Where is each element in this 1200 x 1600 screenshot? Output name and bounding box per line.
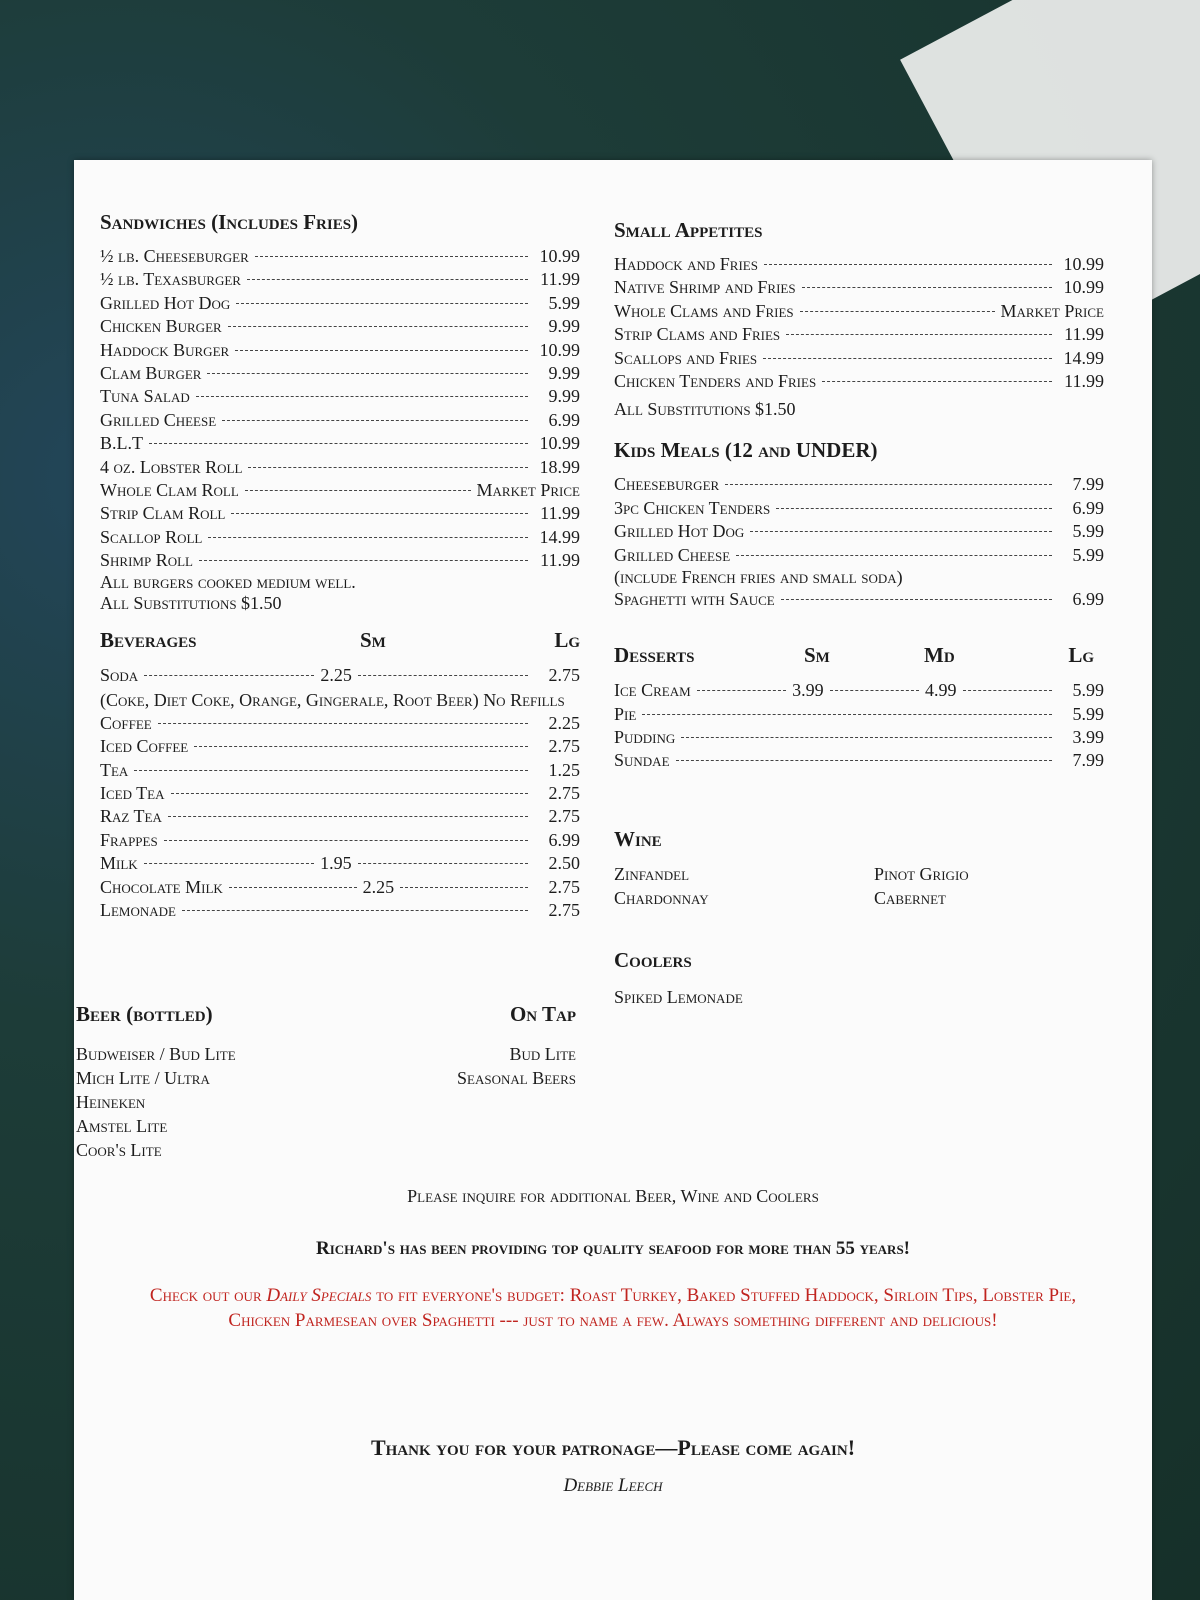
item-price: 5.99 xyxy=(1072,544,1104,565)
item-price-lg: 2.50 xyxy=(548,853,581,874)
beer-header xyxy=(76,1002,576,1032)
dotted-leader xyxy=(681,737,1052,738)
item-price: Market Price xyxy=(1000,300,1104,321)
item-name: Iced Tea xyxy=(100,783,165,804)
sandwich-row xyxy=(100,409,580,432)
item-price: 10.99 xyxy=(1063,277,1104,298)
beverage-rows xyxy=(100,712,580,852)
dotted-leader xyxy=(231,513,528,514)
dotted-leader xyxy=(134,770,528,771)
appetite-row xyxy=(614,253,1104,276)
beer-bottled-title: Beer (bottled) xyxy=(76,1002,213,1026)
appetites-substitution-note: All Substitutions $1.50 xyxy=(614,399,796,420)
item-price: 5.99 xyxy=(1072,521,1104,542)
item-price-lg: 2.75 xyxy=(548,876,580,897)
beverage-row xyxy=(100,712,580,735)
item-name: Spaghetti with Sauce xyxy=(614,588,775,609)
sandwich-row xyxy=(100,502,580,525)
item-name: Iced Coffee xyxy=(100,736,189,757)
item-name: B.L.T xyxy=(100,433,143,454)
left-column xyxy=(100,210,580,922)
item-name: Raz Tea xyxy=(100,806,162,827)
item-price: 5.99 xyxy=(548,292,580,313)
item-name: Haddock and Fries xyxy=(614,254,758,274)
dessert-rows xyxy=(614,703,1104,773)
kids-note: (include French fries and small soda) xyxy=(614,566,903,587)
list-item: Mich Lite / Ultra xyxy=(76,1068,210,1088)
sandwich-row xyxy=(100,339,580,362)
item-price: 7.99 xyxy=(1072,474,1104,495)
coolers-item: Spiked Lemonade xyxy=(614,986,743,1007)
specials-emphasis: Daily Specials xyxy=(266,1285,372,1306)
item-name: Ice Cream xyxy=(614,680,691,701)
richards-tagline: Richard's has been providing top quality seafood for more than 55 years! xyxy=(315,1238,910,1259)
dotted-leader xyxy=(245,490,471,491)
item-name: Grilled Cheese xyxy=(100,409,217,430)
item-price: 6.99 xyxy=(1072,588,1104,609)
beverages-header xyxy=(100,628,580,656)
kids-row xyxy=(614,497,1104,520)
item-price: 10.99 xyxy=(1063,254,1104,274)
desserts-header xyxy=(614,643,1104,671)
beverages-sm-label: Sm xyxy=(360,628,386,653)
item-name: Frappes xyxy=(100,829,158,850)
appetite-row xyxy=(614,276,1104,299)
dotted-leader xyxy=(963,690,1052,691)
kids-meals-list xyxy=(614,473,1104,567)
thank-you-message: Thank you for your patronage—Please come again! xyxy=(370,1435,856,1460)
beverage-row-soda xyxy=(100,664,580,687)
item-name: Milk xyxy=(100,853,138,874)
item-name: Sundae xyxy=(614,750,670,771)
beer-on-tap-title: On Tap xyxy=(509,1002,576,1026)
dotted-leader xyxy=(144,675,314,676)
dotted-leader xyxy=(642,714,1052,715)
dotted-leader xyxy=(235,350,528,351)
item-name: Haddock Burger xyxy=(100,339,230,360)
item-price: 6.99 xyxy=(548,409,580,430)
appetite-row xyxy=(614,323,1104,346)
dotted-leader xyxy=(228,326,528,327)
dotted-leader xyxy=(158,723,528,724)
tap-beer-list xyxy=(457,1042,576,1162)
item-price-md: 4.99 xyxy=(925,680,957,701)
item-name: Scallop Roll xyxy=(100,526,203,547)
dotted-leader xyxy=(168,816,528,817)
sandwich-row xyxy=(100,385,580,408)
dotted-leader xyxy=(786,334,1052,335)
list-item: Amstel Lite xyxy=(76,1116,168,1136)
item-name: Coffee xyxy=(100,712,152,733)
item-name: Grilled Hot Dog xyxy=(100,292,231,313)
dessert-row xyxy=(614,703,1104,726)
item-price: 9.99 xyxy=(548,362,580,383)
beer-lists xyxy=(76,1042,576,1162)
daily-specials-text xyxy=(74,1283,1152,1333)
right-column xyxy=(614,218,1104,1008)
dotted-leader xyxy=(171,793,529,794)
beverage-row xyxy=(100,829,580,852)
list-item: Coor's Lite xyxy=(76,1140,162,1160)
beverage-row xyxy=(100,759,580,782)
sandwich-substitution-note: All Substitutions $1.50 xyxy=(100,593,282,614)
dotted-leader xyxy=(207,373,528,374)
item-name: Tea xyxy=(100,759,129,780)
item-name: Soda xyxy=(100,665,139,686)
dotted-leader xyxy=(764,264,1052,265)
small-appetites-list xyxy=(614,253,1104,393)
beverage-row xyxy=(100,805,580,828)
soda-note: (Coke, Diet Coke, Orange, Gingerale, Root Beer) No Refills xyxy=(100,689,565,710)
item-price: 10.99 xyxy=(539,433,580,454)
item-name: Strip Clam Roll xyxy=(100,503,226,524)
dotted-leader xyxy=(800,311,995,312)
item-name: Native Shrimp and Fries xyxy=(614,277,796,298)
kids-meals-title: Kids Meals (12 and UNDER) xyxy=(614,438,878,463)
kids-row xyxy=(614,520,1104,543)
coolers-title: Coolers xyxy=(614,947,692,972)
desserts-list xyxy=(614,679,1104,773)
dotted-leader xyxy=(802,287,1052,288)
item-price: 11.99 xyxy=(540,550,580,571)
sandwich-row xyxy=(100,268,580,291)
sandwich-row xyxy=(100,292,580,315)
dessert-row xyxy=(614,726,1104,749)
item-price: Market Price xyxy=(476,479,580,500)
beer-section xyxy=(76,1002,576,1162)
wine-title: Wine xyxy=(614,826,662,851)
item-price: 11.99 xyxy=(1064,324,1104,345)
beverages-list xyxy=(100,664,580,922)
dotted-leader xyxy=(194,746,528,747)
item-name: Cheeseburger xyxy=(614,474,720,495)
list-item: Chardonnay xyxy=(614,887,709,908)
specials-intro: Check out our xyxy=(149,1285,267,1306)
list-item: Pinot Grigio xyxy=(874,863,969,884)
item-name: 4 oz. Lobster Roll xyxy=(100,456,243,477)
item-price: 9.99 xyxy=(548,316,580,337)
dotted-leader xyxy=(149,443,528,444)
dotted-leader xyxy=(830,690,919,691)
item-name: Scallops and Fries xyxy=(614,347,758,368)
item-price-sm: 2.25 xyxy=(362,876,395,897)
dotted-leader xyxy=(781,599,1052,600)
dotted-leader xyxy=(776,508,1052,509)
dotted-leader xyxy=(182,910,528,911)
list-item: Seasonal Beers xyxy=(457,1068,576,1088)
item-name: Chocolate Milk xyxy=(100,876,223,897)
item-price-sm: 2.25 xyxy=(320,665,352,686)
dotted-leader xyxy=(750,531,1052,532)
beverage-row-lemonade xyxy=(100,899,580,922)
desserts-sm-label: Sm xyxy=(804,643,830,668)
item-price: 2.25 xyxy=(548,712,580,733)
dotted-leader xyxy=(164,840,528,841)
item-price: 18.99 xyxy=(539,456,580,477)
beverage-row-milk xyxy=(100,852,580,875)
item-price: 11.99 xyxy=(540,503,580,524)
sandwiches-title: Sandwiches (Includes Fries) xyxy=(100,210,359,234)
signature: Debbie Leech xyxy=(563,1475,663,1496)
bottled-beer-list xyxy=(76,1042,236,1162)
item-name: ½ lb. Cheeseburger xyxy=(100,246,249,266)
desserts-title: Desserts xyxy=(614,643,695,668)
item-price-sm: 3.99 xyxy=(792,680,824,701)
beverages-title: Beverages xyxy=(100,628,197,653)
wine-list xyxy=(614,862,1104,910)
item-name: Tuna Salad xyxy=(100,386,190,407)
item-name: Whole Clam Roll xyxy=(100,479,239,500)
dotted-leader xyxy=(229,887,357,888)
sandwich-row xyxy=(100,245,580,268)
item-price: 6.99 xyxy=(1072,497,1104,518)
dotted-leader xyxy=(676,760,1052,761)
item-name: Chicken Burger xyxy=(100,316,222,337)
sandwich-row xyxy=(100,456,580,479)
item-price: 2.75 xyxy=(548,736,580,757)
item-name: Pie xyxy=(614,703,637,724)
item-price: 3.99 xyxy=(1072,727,1104,748)
item-name: Chicken Tenders and Fries xyxy=(614,370,817,391)
list-item: Bud Lite xyxy=(509,1044,576,1064)
dotted-leader xyxy=(144,863,314,864)
item-name: Clam Burger xyxy=(100,362,202,383)
dotted-leader xyxy=(196,396,528,397)
sandwich-row xyxy=(100,362,580,385)
item-price: 14.99 xyxy=(539,526,580,547)
list-item: Budweiser / Bud Lite xyxy=(76,1044,236,1064)
item-price: 14.99 xyxy=(1063,347,1104,368)
item-price: 2.75 xyxy=(548,806,580,827)
sandwich-row xyxy=(100,526,580,549)
kids-row xyxy=(614,544,1104,567)
appetite-row xyxy=(614,347,1104,370)
dotted-leader xyxy=(697,690,786,691)
item-price: 10.99 xyxy=(539,339,580,360)
beverage-row xyxy=(100,782,580,805)
list-item: Heineken xyxy=(76,1092,146,1112)
dotted-leader xyxy=(763,358,1052,359)
dotted-leader xyxy=(255,256,528,257)
item-price: 2.75 xyxy=(548,783,580,804)
item-price: 10.99 xyxy=(539,246,580,266)
item-price-sm: 1.95 xyxy=(320,853,352,874)
list-item: Cabernet xyxy=(874,887,946,908)
item-name: Shrimp Roll xyxy=(100,550,193,571)
dotted-leader xyxy=(822,381,1052,382)
beverage-row-chocolate-milk xyxy=(100,876,580,899)
sandwiches-list xyxy=(100,245,580,572)
item-price: 9.99 xyxy=(548,386,580,407)
dotted-leader xyxy=(236,303,528,304)
burger-note: All burgers cooked medium well. xyxy=(100,572,356,593)
dessert-row xyxy=(614,749,1104,772)
item-name: Grilled Cheese xyxy=(614,544,731,565)
item-price: 2.75 xyxy=(548,899,580,920)
specials-list: to fit everyone's budget: Roast Turkey, Baked Stuffed Haddock, Sirloin Tips, Lobster Pie, Chicken Parmesean over Spaghetti --- just to name a few. Always something different and delicious! xyxy=(228,1285,1077,1331)
dotted-leader xyxy=(736,555,1052,556)
dotted-leader xyxy=(199,560,528,561)
sandwich-row xyxy=(100,549,580,572)
kids-row-spaghetti xyxy=(614,588,1104,611)
item-name: 3pc Chicken Tenders xyxy=(614,497,771,518)
small-appetites-title: Small Appetites xyxy=(614,218,763,242)
item-name: ½ lb. Texasburger xyxy=(100,269,241,290)
dessert-row-ice-cream xyxy=(614,679,1104,702)
desserts-md-label: Md xyxy=(924,643,955,668)
item-price: 1.25 xyxy=(548,759,580,780)
sandwich-row xyxy=(100,315,580,338)
inquire-note: Please inquire for additional Beer, Wine and Coolers xyxy=(407,1186,819,1206)
item-name: Strip Clams and Fries xyxy=(614,324,781,345)
item-name: Grilled Hot Dog xyxy=(614,521,745,542)
item-price: 5.99 xyxy=(1072,703,1104,724)
item-price: 11.99 xyxy=(540,269,580,290)
beverage-row xyxy=(100,735,580,758)
appetite-row xyxy=(614,300,1104,323)
item-name: Whole Clams and Fries xyxy=(614,300,794,321)
dotted-leader xyxy=(208,537,528,538)
dotted-leader xyxy=(358,675,528,676)
item-price: 6.99 xyxy=(548,829,580,850)
item-price-lg: 2.75 xyxy=(548,665,580,686)
item-name: Pudding xyxy=(614,727,676,748)
sandwich-row xyxy=(100,479,580,502)
item-name: Lemonade xyxy=(100,899,176,920)
item-price-lg: 5.99 xyxy=(1072,680,1104,701)
item-price: 7.99 xyxy=(1072,750,1104,771)
sandwich-row xyxy=(100,432,580,455)
list-item: Zinfandel xyxy=(614,863,690,884)
dotted-leader xyxy=(248,467,528,468)
desserts-lg-label: Lg xyxy=(1068,643,1094,668)
dotted-leader xyxy=(247,279,528,280)
dotted-leader xyxy=(222,420,528,421)
beverages-lg-label: Lg xyxy=(554,628,580,653)
kids-row xyxy=(614,473,1104,496)
dotted-leader xyxy=(400,887,528,888)
appetite-row xyxy=(614,370,1104,393)
dotted-leader xyxy=(358,863,528,864)
item-price: 11.99 xyxy=(1064,370,1104,391)
dotted-leader xyxy=(725,484,1052,485)
